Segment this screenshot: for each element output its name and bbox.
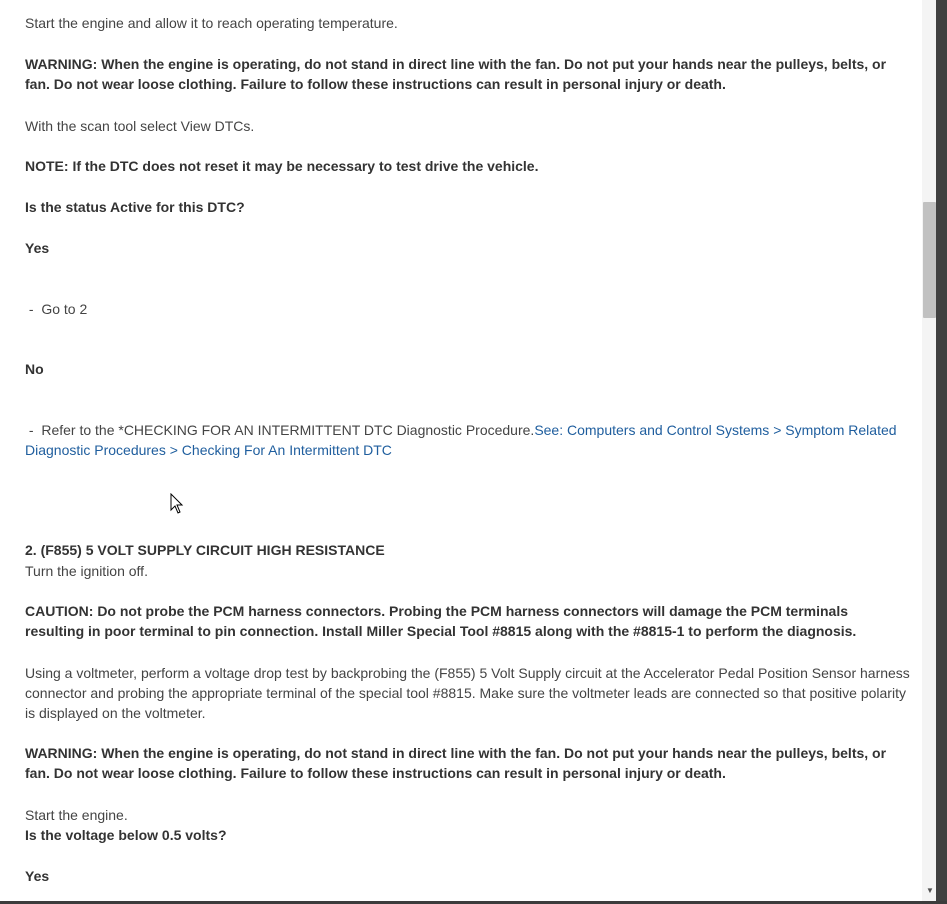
warning-fan: WARNING: When the engine is operating, do not stand in direct line with the fan. Do not put your hands near the pulleys, belts, or fan. Do not wear loose clothing. Failure to follow these instructions can result in personal injury or death. [25, 56, 887, 92]
section-heading-step-2: 2. (F855) 5 VOLT SUPPLY CIRCUIT HIGH RESISTANCE [25, 542, 385, 558]
step-text-voltage-drop: Using a voltmeter, perform a voltage drop test by backprobing the (F855) 5 Volt Supply circuit at the Accelerator Pedal Position Sensor harness connector and probing the appropriate terminal of the special tool #8815. Make sure the voltmeter leads are connected so that positive polarity is displayed on the voltmeter. [25, 665, 910, 721]
note-dtc-reset: NOTE: If the DTC does not reset it may be necessary to test drive the vehicle. [25, 158, 539, 174]
answer-no-action [25, 420, 910, 460]
scrollbar-track[interactable] [922, 0, 936, 904]
answer-yes-action: - Go to 2 [25, 301, 88, 317]
step-text-start-engine-2: Start the engine. [25, 807, 128, 823]
answer-yes-label-2: Yes [25, 868, 50, 884]
step-text-start-engine: Start the engine and allow it to reach operating temperature. [25, 15, 398, 31]
procedure-content [25, 0, 910, 904]
intermittent-dtc-link[interactable]: See: Computers and Control Systems > Symptom Related Diagnostic Procedures > Checking For An Intermittent DTC [25, 422, 897, 458]
answer-yes-label: Yes [25, 240, 50, 256]
answer-no-action-text: - Refer to the *CHECKING FOR AN INTERMITTENT DTC Diagnostic Procedure. [25, 422, 535, 438]
answer-no-label: No [25, 361, 44, 377]
question-voltage-below: Is the voltage below 0.5 volts? [25, 827, 227, 843]
question-status-active: Is the status Active for this DTC? [25, 199, 245, 215]
window-edge [936, 0, 947, 904]
chevron-down-icon[interactable]: ▼ [926, 886, 934, 895]
scrollbar-thumb[interactable] [923, 202, 936, 318]
mouse-pointer-icon [170, 493, 184, 515]
step-text-view-dtcs: With the scan tool select View DTCs. [25, 118, 255, 134]
caution-pcm-probe: CAUTION: Do not probe the PCM harness connectors. Probing the PCM harness connectors will damage the PCM terminals resulting in poor terminal to pin connection. Install Miller Special Tool #8815 along with the #8815-1 to perform the diagnosis. [25, 603, 857, 639]
step-text-ignition-off: Turn the ignition off. [25, 563, 148, 579]
warning-fan-2: WARNING: When the engine is operating, do not stand in direct line with the fan. Do not put your hands near the pulleys, belts, or fan. Do not wear loose clothing. Failure to follow these instructions can result in personal injury or death. [25, 745, 887, 781]
